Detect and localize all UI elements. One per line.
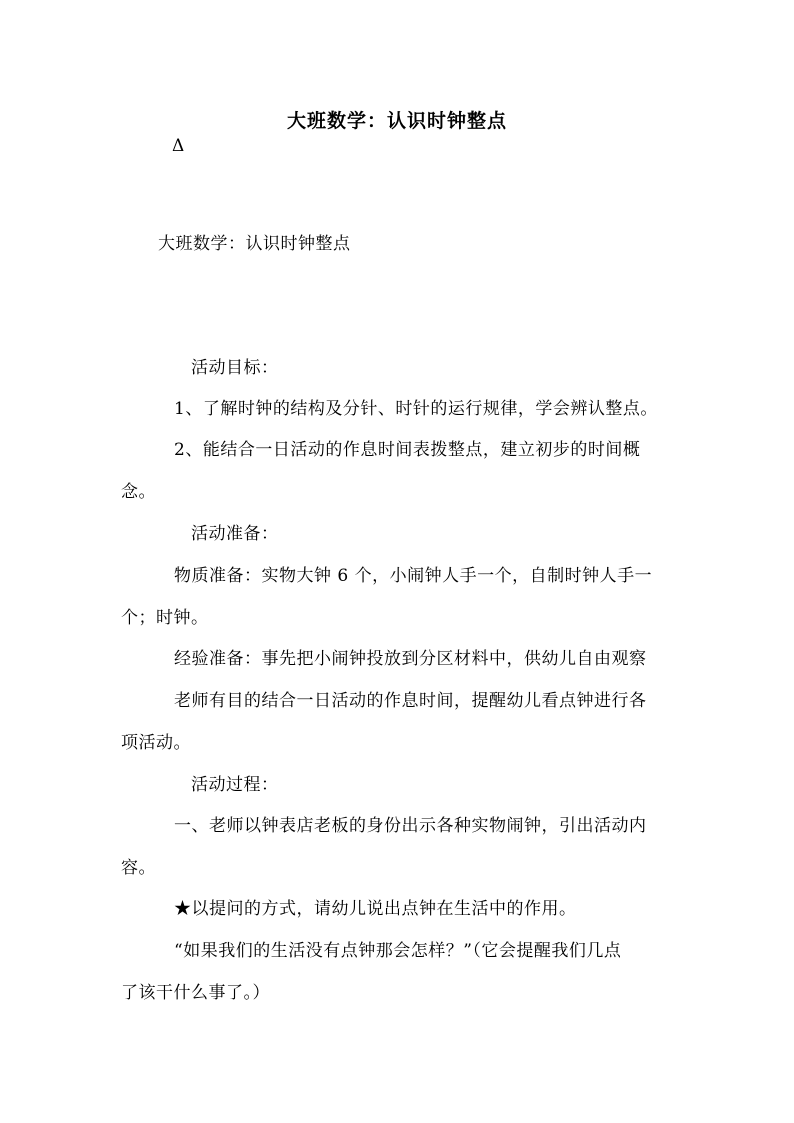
material-line-1: 物质准备：实物大钟 6 个，小闹钟人手一个，自制时钟人手一: [174, 566, 653, 586]
step-1-line-1: 一、老师以钟表店老板的身份出示各种实物闹钟，引出活动内: [174, 816, 647, 836]
prep-heading: 活动准备：: [191, 524, 279, 544]
goal-1: 1、了解时钟的结构及分针、时针的运行规律，学会辨认整点。: [174, 399, 658, 419]
goal-2-line-2: 念。: [121, 482, 156, 502]
process-heading: 活动过程：: [191, 775, 279, 795]
goal-2-line-1: 2、能结合一日活动的作息时间表拨整点，建立初步的时间概: [174, 440, 641, 460]
step-1-line-2: 容。: [121, 858, 156, 878]
material-line-2: 个；时钟。: [121, 608, 209, 628]
quote-line-2: 了该干什么事了。）: [121, 983, 270, 1003]
star-item: ★以提问的方式，请幼儿说出点钟在生活中的作用。: [174, 899, 577, 919]
goals-heading: 活动目标：: [191, 358, 279, 378]
experience-line-1: 经验准备：事先把小闹钟投放到分区材料中，供幼儿自由观察: [174, 649, 647, 669]
document-title: 大班数学：认识时钟整点: [286, 110, 507, 132]
experience-line-2: 老师有目的结合一日活动的作息时间，提醒幼儿看点钟进行各: [174, 691, 647, 711]
subtitle: 大班数学：认识时钟整点: [158, 234, 351, 254]
quote-line-1: “如果我们的生活没有点钟那会怎样？”（它会提醒我们几点: [174, 941, 622, 961]
triangle-marker-icon: Δ: [172, 136, 185, 156]
experience-line-3: 项活动。: [121, 733, 191, 753]
